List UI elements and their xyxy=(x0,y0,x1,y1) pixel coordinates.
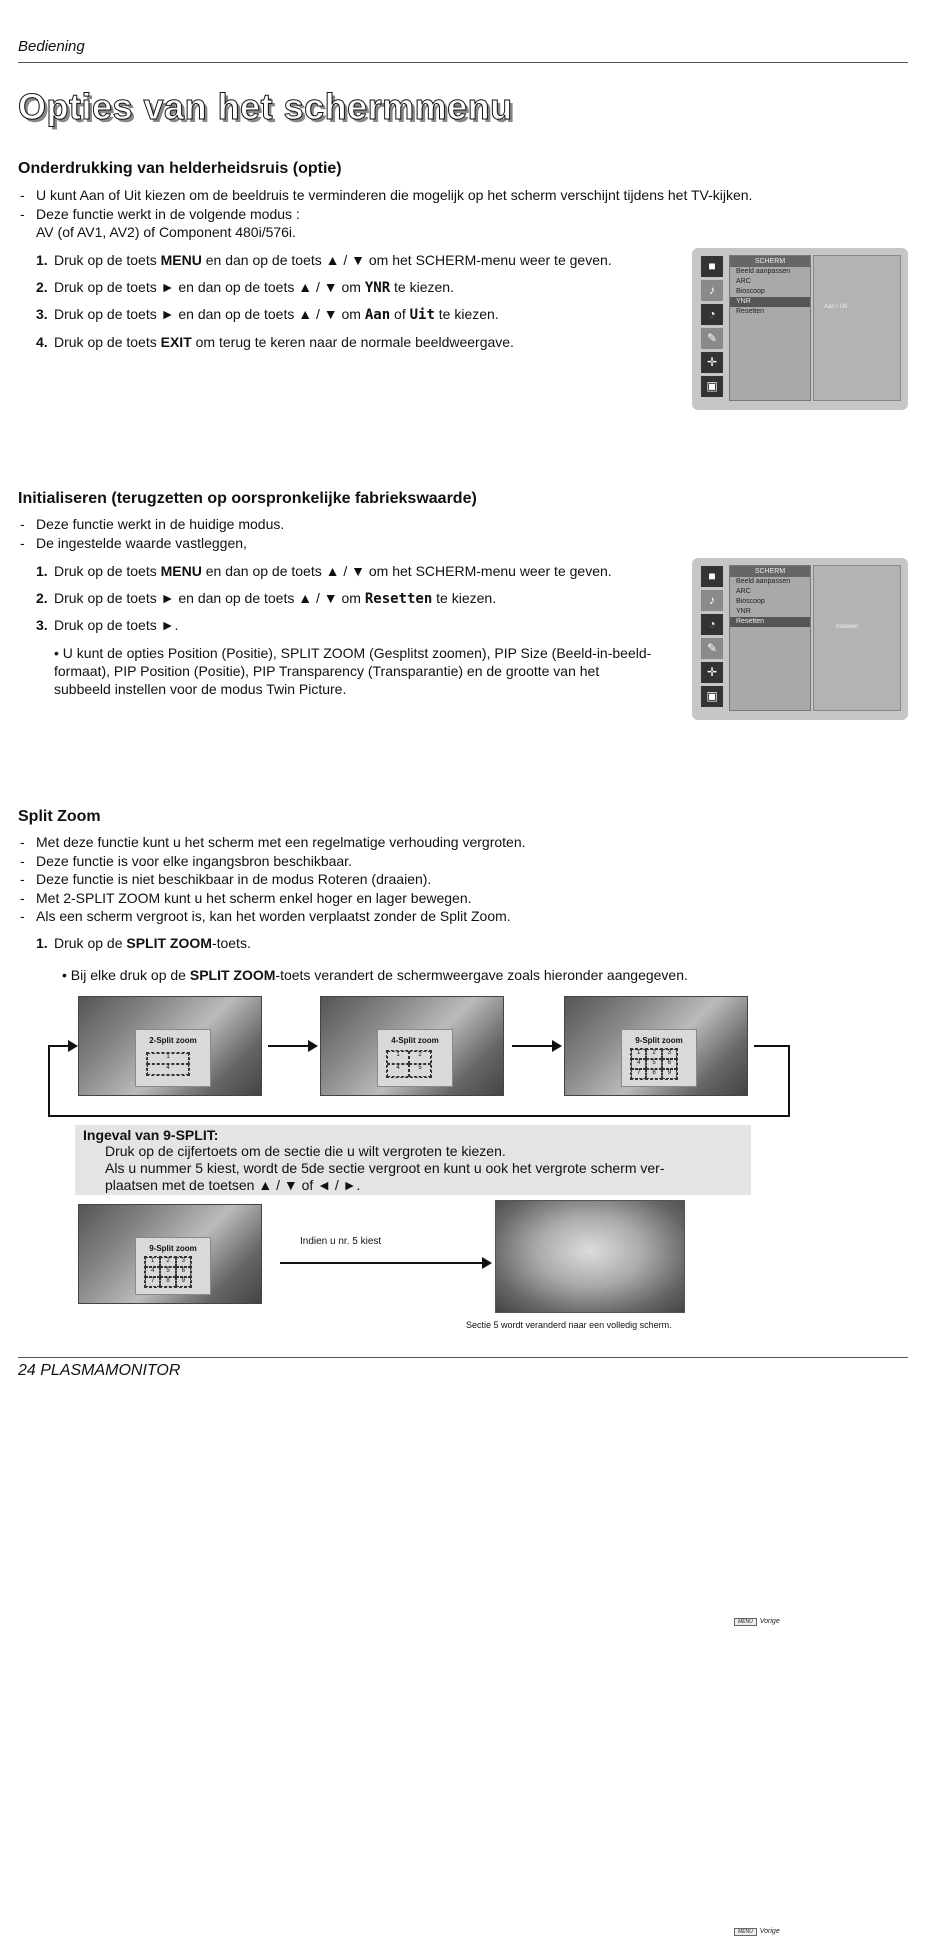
example-9split-image: 9-Split zoom 1 2 3 4 5 6 7 8 9 xyxy=(78,1204,262,1304)
bullet-continuation: AV (of AV1, AV2) of Component 480i/576i. xyxy=(36,224,296,240)
bullet: - Met deze functie kunt u het scherm met een regelmatige verhouding vergroten. xyxy=(18,833,858,852)
arrow-right xyxy=(280,1262,490,1264)
section2-note: • U kunt de opties Position (Positie), SPLIT ZOOM (Gesplitst zoomen), PIP Size (Beeld-in-beeld-formaat), PIP Position (Positie), PIP Transparency (Transparantie) en de grootte van het subbeeld instellen voor de modus Twin Picture. xyxy=(54,645,652,697)
menu-list: SCHERM Beeld aanpassen ARC Bioscoop YNR Resetten MENU Vorige xyxy=(729,565,811,711)
bullet: - U kunt Aan of Uit kiezen om de beeldruis te verminderen die mogelijk op het scherm verschijnt tijdens het TV-kijken. xyxy=(18,186,858,205)
loop-line xyxy=(48,1115,790,1117)
section-heading-ynr: Onderdrukking van helderheidsruis (optie) xyxy=(18,160,342,177)
pip-icon: ▣ xyxy=(701,376,723,397)
header-rule xyxy=(18,62,908,63)
loop-line xyxy=(754,1045,790,1047)
section3-note: • Bij elke druk op de SPLIT ZOOM-toets verandert de schermweergave zoals hieronder aangegeven. xyxy=(62,967,688,983)
footer-rule xyxy=(18,1357,908,1358)
section1-bullets xyxy=(18,186,858,242)
menu-submenu: Aan / Uit xyxy=(813,255,901,401)
menu-submenu: Instellen xyxy=(813,565,901,711)
audio-icon: ♪ xyxy=(701,590,723,611)
loop-line xyxy=(788,1045,790,1117)
bullet: - Als een scherm vergroot is, kan het worden verplaatst zonder de Split Zoom. xyxy=(18,907,858,926)
image-caption: Sectie 5 wordt veranderd naar een volledig scherm. xyxy=(466,1320,672,1330)
section-heading-split-zoom: Split Zoom xyxy=(18,808,101,825)
section-heading-reset: Initialiseren (terugzetten op oorspronkelijke fabriekswaarde) xyxy=(18,490,477,507)
zoom-image-9split: 9-Split zoom 1 2 3 4 5 6 7 8 9 xyxy=(564,996,748,1096)
section3-step: 1. Druk op de SPLIT ZOOM-toets. xyxy=(36,935,251,951)
enlarged-section-image xyxy=(495,1200,685,1313)
screen-icon: ■ xyxy=(701,566,723,587)
step-3: 3. Druk op de toets ►. xyxy=(36,617,179,633)
pip-icon: ▣ xyxy=(701,686,723,707)
section2-bullets xyxy=(18,515,858,552)
menu-list: SCHERM Beeld aanpassen ARC Bioscoop YNR Resetten MENU Vorige xyxy=(729,255,811,401)
arrow-label: Indien u nr. 5 kiest xyxy=(300,1236,382,1247)
nine-split-info-box: Ingeval van 9-SPLIT: Druk op de cijfertoets om de sectie die u wilt vergroten te kiezen. Als u nummer 5 kiest, wordt de 5de sectie vergroot en kunt u ook het vergrote scherm ver- plaatsen met de toetsen ▲ / ▼ of ◄ / ►. xyxy=(75,1125,751,1195)
step-2: 2. Druk op de toets ► en dan op de toets ▲ / ▼ om YNR te kiezen. xyxy=(36,278,454,296)
zoom-image-4split: 4-Split zoom 1 2 4 5 xyxy=(320,996,504,1096)
clock-icon: ◔ xyxy=(701,304,723,325)
screen-adjust-icon: ✛ xyxy=(701,352,723,373)
page-header: Bediening xyxy=(18,38,85,55)
arrow-right xyxy=(268,1045,316,1047)
bullet: - Met 2-SPLIT ZOOM kunt u het scherm enkel hoger en lager bewegen. xyxy=(18,889,858,908)
step-3: 3. Druk op de toets ► en dan op de toets ▲ / ▼ om Aan of Uit te kiezen. xyxy=(36,306,499,323)
screen-icon: ■ xyxy=(701,256,723,277)
bullet: - Deze functie is voor elke ingangsbron beschikbaar. xyxy=(18,852,858,871)
page-footer: 24 PLASMAMONITOR xyxy=(18,1362,181,1379)
step-2: 2. Druk op de toets ► en dan op de toets ▲ / ▼ om Resetten te kiezen. xyxy=(36,589,497,607)
option-icon: ✎ xyxy=(701,328,723,349)
arrow-right xyxy=(48,1045,76,1047)
step-4: 4. Druk op de toets EXIT om terug te keren naar de normale beeldweergave. xyxy=(36,333,514,350)
bullet: - De ingestelde waarde vastleggen, xyxy=(18,534,858,553)
option-icon: ✎ xyxy=(701,638,723,659)
bullet: - Deze functie werkt in de huidige modus. xyxy=(18,515,858,534)
bullet: - Deze functie is niet beschikbaar in de modus Roteren (draaien). xyxy=(18,870,858,889)
step-1: 1. Druk op de toets MENU en dan op de toets ▲ / ▼ om het SCHERM-menu weer te geven. xyxy=(36,252,612,268)
page-title: Opties van het schermmenu xyxy=(18,86,513,127)
clock-icon: ◔ xyxy=(701,614,723,635)
section2-steps xyxy=(36,558,612,639)
zoom-image-2split: 2-Split zoom 1 4 xyxy=(78,996,262,1096)
step-1: 1. Druk op de toets MENU en dan op de toets ▲ / ▼ om het SCHERM-menu weer te geven. xyxy=(36,563,612,579)
section3-bullets xyxy=(18,833,858,926)
screen-adjust-icon: ✛ xyxy=(701,662,723,683)
arrow-right xyxy=(512,1045,560,1047)
loop-line xyxy=(48,1045,50,1117)
bullet: - Deze functie werkt in de volgende modus : xyxy=(18,205,858,224)
scherm-menu-reset xyxy=(692,558,908,1935)
audio-icon: ♪ xyxy=(701,280,723,301)
section1-steps xyxy=(36,247,612,355)
